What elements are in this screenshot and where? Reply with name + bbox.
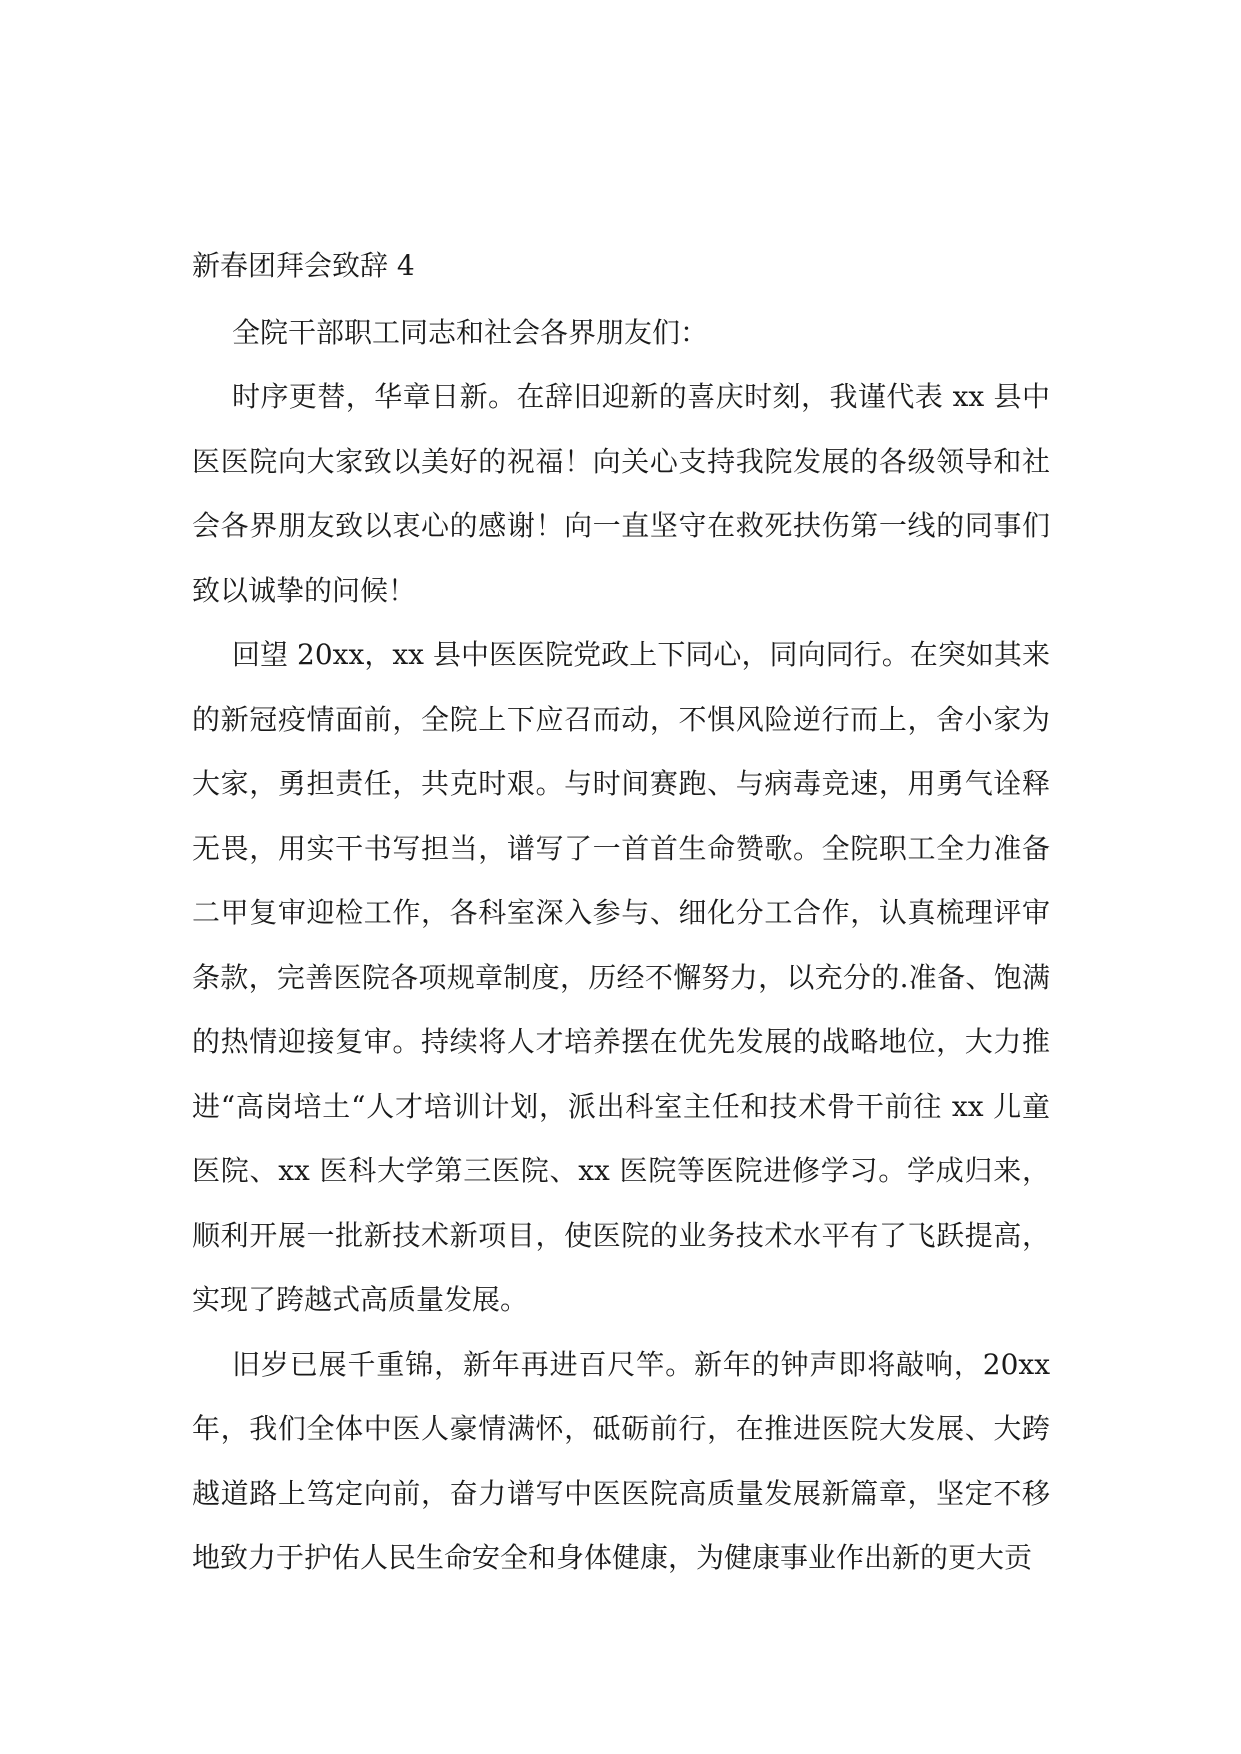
greeting-line: 全院干部职工同志和社会各界朋友们：: [232, 315, 709, 349]
document-title: 新春团拜会致辞 4: [192, 249, 415, 282]
paragraph-1: 时序更替，华章日新。在辞旧迎新的喜庆时刻，我谨代表 xx 县中医医院向大家致以美好的祝福！向关心支持我院发展的各级领导和社会各界朋友致以衷心的感谢！向一直坚守在救死扶伤第一线的同事们致以诚挚的问候！: [192, 380, 1050, 607]
document-body: [192, 234, 1050, 1591]
paragraph-3: 旧岁已展千重锦，新年再进百尺竿。新年的钟声即将敲响，20xx 年，我们全体中医人豪情满怀，砥砺前行，在推进医院大发展、大跨越道路上笃定向前，奋力谱写中医医院高质量发展新篇章，坚定不移地致力于护佑人民生命安全和身体健康，为健康事业作出新的更大贡: [192, 1347, 1050, 1574]
paragraph-2: 回望 20xx，xx 县中医医院党政上下同心，同向同行。在突如其来的新冠疫情面前，全院上下应召而动，不惧风险逆行而上，舍小家为大家，勇担责任，共克时艰。与时间赛跑、与病毒竞速，用勇气诠释无畏，用实干书写担当，谱写了一首首生命赞歌。全院职工全力准备二甲复审迎检工作，各科室深入参与、细化分工合作，认真梳理评审条款，完善医院各项规章制度，历经不懈努力，以充分的.准备、饱满的热情迎接复审。持续将人才培养摆在优先发展的战略地位，大力推进“高岗培土“人才培训计划，派出科室主任和技术骨干前往 xx 儿童医院、xx 医科大学第三医院、xx 医院等医院进修学习。学成归来，顺利开展一批新技术新项目，使医院的业务技术水平有了飞跃提高，实现了跨越式高质量发展。: [192, 638, 1050, 1316]
